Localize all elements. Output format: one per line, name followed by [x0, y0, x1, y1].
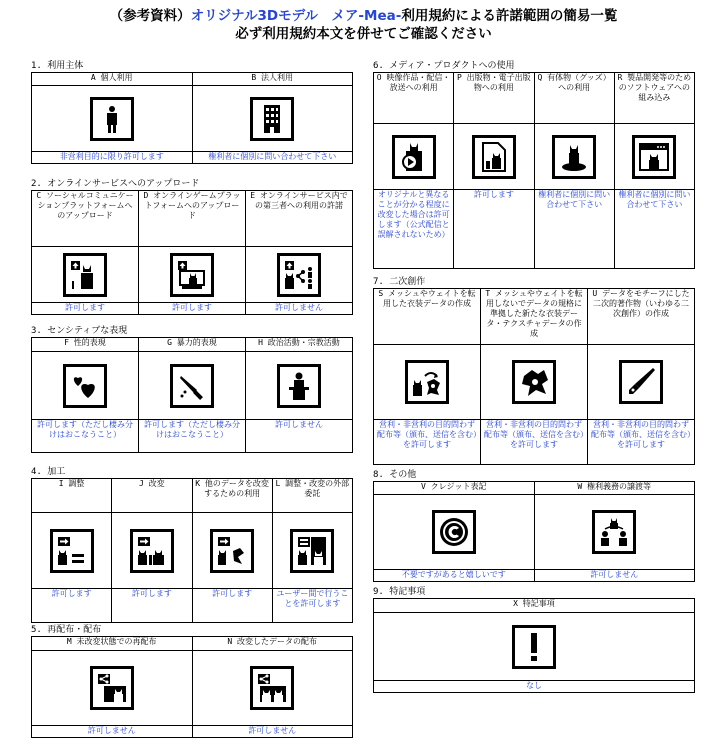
permission-value: 許可します（ただし棲み分けはおこなうこと） — [32, 419, 138, 452]
permission-header: G 暴力的表現 — [139, 338, 245, 352]
permission-cell — [454, 73, 534, 269]
section-s9 — [373, 586, 695, 693]
permission-value: 許可しません — [535, 569, 695, 581]
permission-header: C ソーシャルコミュニケーションプラットフォームへのアップロード — [32, 191, 138, 247]
podium-icon — [277, 364, 321, 408]
icon-area — [139, 247, 245, 302]
permission-table — [373, 598, 695, 693]
upload-avatar-icon — [63, 253, 107, 297]
permission-value: 許可します — [32, 588, 111, 622]
outsource-icon — [290, 529, 334, 573]
permission-cell — [246, 338, 353, 453]
icon-area — [535, 124, 614, 189]
permission-value: 許可します — [112, 588, 191, 622]
permission-table — [373, 481, 695, 582]
section-s6 — [373, 60, 695, 269]
icon-area — [193, 86, 353, 151]
permission-value: 権利者に個別に問い合わせて下さい — [193, 151, 353, 163]
permission-cell — [588, 289, 695, 465]
permission-cell — [272, 479, 352, 623]
exclamation-icon — [512, 625, 556, 669]
distribute-modified-icon — [250, 666, 294, 710]
permission-value: 許可します — [454, 189, 533, 268]
share-users-icon — [277, 253, 321, 297]
hearts-icon — [63, 364, 107, 408]
icon-area — [193, 513, 272, 588]
permission-value: 不要ですがあると嬉しいです — [374, 569, 534, 581]
software-icon — [632, 135, 676, 179]
title-prefix: （参考資料） — [109, 8, 191, 24]
permission-header: A 個人利用 — [32, 73, 192, 86]
permission-value: 許可しません — [32, 725, 192, 737]
page-subtitle: 必ず利用規約本文を併せてご確認ください — [235, 26, 492, 42]
permission-cell — [32, 338, 139, 453]
permission-cell — [374, 289, 481, 465]
title-suffix: 利用規約による許諾範囲の簡易一覧 — [401, 8, 618, 24]
permission-header: I 調整 — [32, 479, 111, 513]
icon-area — [374, 495, 534, 569]
permission-cell — [112, 479, 192, 623]
permission-cell — [534, 73, 614, 269]
section-title: 7. 二次創作 — [373, 277, 426, 287]
icon-area — [32, 86, 192, 151]
transfer-icon — [592, 510, 636, 554]
section-s8 — [373, 469, 695, 582]
permission-value: 許可します（ただし棲み分けはおこなうこと） — [139, 419, 245, 452]
section-title: 8. その他 — [373, 470, 417, 480]
permission-cell — [139, 191, 246, 315]
permission-cell — [32, 191, 139, 315]
permission-value: 許可しません — [246, 419, 352, 452]
icon-area — [535, 495, 695, 569]
permission-cell — [32, 73, 193, 164]
permission-header: X 特記事項 — [374, 599, 694, 613]
section-title: 3. センシティブな表現 — [31, 326, 128, 336]
pen-icon — [619, 360, 663, 404]
permission-value: 権利者に個別に問い合わせて下さい — [535, 189, 614, 268]
permission-header: W 権利義務の譲渡等 — [535, 482, 695, 495]
icon-area — [246, 247, 352, 302]
figure-icon — [552, 135, 596, 179]
permission-cell — [192, 73, 353, 164]
permission-table — [373, 72, 695, 269]
knife-icon — [170, 364, 214, 408]
permission-cell — [374, 482, 535, 582]
icon-area — [139, 352, 245, 419]
icon-area — [588, 345, 694, 419]
permission-value: 営利・非営利の目的問わず配布等（頒布、送信を含む）を許可します — [588, 419, 694, 464]
section-s5 — [31, 624, 353, 738]
permission-cell — [192, 479, 272, 623]
permission-cell — [374, 599, 695, 693]
permission-header: R 製品開発等のためのソフトウェアへの組み込み — [615, 73, 694, 124]
adjust-icon — [50, 529, 94, 573]
permission-value: 許可します — [193, 588, 272, 622]
permission-value: 許可しません — [193, 725, 353, 737]
permission-cell — [481, 289, 588, 465]
icon-area — [112, 513, 191, 588]
permission-header: K 他のデータを改変するための利用 — [193, 479, 272, 513]
icon-area — [454, 124, 533, 189]
permission-header: V クレジット表記 — [374, 482, 534, 495]
permission-header: U データをモチーフにした二次的著作物（いわゆる二次創作）の作成 — [588, 289, 694, 345]
icon-area — [374, 124, 453, 189]
permission-header: Q 有体物（グッズ）への利用 — [535, 73, 614, 124]
permission-value: 非営利目的に限り許可します — [32, 151, 192, 163]
upload-game-icon — [170, 253, 214, 297]
permission-header: L 調整・改変の外部委託 — [273, 479, 352, 513]
permission-cell — [534, 482, 695, 582]
permission-value: 許可します — [139, 302, 245, 314]
section-title: 9. 特記事項 — [373, 587, 426, 597]
permission-header: O 映像作品・配信・放送への利用 — [374, 73, 453, 124]
permission-value: なし — [374, 680, 694, 692]
permission-value: ユーザー間で行うことを許可します — [273, 588, 352, 622]
permission-value: 許可します — [32, 302, 138, 314]
permission-cell — [32, 479, 112, 623]
permission-header: T メッシュやウェイトを転用しないでデータの規格に準拠した新たな衣装データ・テクスチャデータの作成 — [481, 289, 587, 345]
permission-header: N 改変したデータの配布 — [193, 637, 353, 651]
permission-cell — [614, 73, 694, 269]
icon-area — [32, 651, 192, 725]
icon-area — [32, 513, 111, 588]
permission-value: 営利・非営利の目的問わず配布等（頒布、送信を含む）を許可します — [481, 419, 587, 464]
permission-header: S メッシュやウェイトを転用した衣装データの作成 — [374, 289, 480, 345]
section-title: 5. 再配布・配布 — [31, 625, 102, 635]
icon-area — [374, 613, 694, 680]
permission-value: 営利・非営利の目的問わず配布等（頒布、送信を含む）を許可します — [374, 419, 480, 464]
icon-area — [481, 345, 587, 419]
permission-header: D オンラインゲームプラットフォームへのアップロード — [139, 191, 245, 247]
section-title: 1. 利用主体 — [31, 61, 84, 71]
building-icon — [250, 97, 294, 141]
icon-area — [32, 352, 138, 419]
permission-header: J 改変 — [112, 479, 191, 513]
section-s2 — [31, 178, 353, 315]
icon-area — [246, 352, 352, 419]
permission-cell — [139, 338, 246, 453]
section-s1 — [31, 60, 353, 164]
permission-cell — [374, 73, 454, 269]
document-icon — [472, 135, 516, 179]
permission-header: P 出版物・電子出版物への利用 — [454, 73, 533, 124]
permission-table — [31, 636, 353, 738]
icon-area — [32, 247, 138, 302]
icon-area — [193, 651, 353, 725]
person-icon — [90, 97, 134, 141]
title-model-name: オリジナル3Dモデル メア-Mea- — [190, 8, 402, 24]
section-s7 — [373, 276, 695, 465]
mesh-transfer-icon — [405, 360, 449, 404]
modify-icon — [130, 529, 174, 573]
permission-table — [373, 288, 695, 465]
permission-header: B 法人利用 — [193, 73, 353, 86]
permission-value: 権利者に個別に問い合わせて下さい — [615, 189, 694, 268]
permission-header: M 未改変状態での再配布 — [32, 637, 192, 651]
permission-table — [31, 190, 353, 315]
icon-area — [374, 345, 480, 419]
video-icon — [392, 135, 436, 179]
section-title: 4. 加工 — [31, 467, 66, 477]
copyright-icon — [432, 510, 476, 554]
permission-table — [31, 72, 353, 164]
permission-cell — [246, 191, 353, 315]
permission-header: E オンラインサービス内での第三者への利用の許諾 — [246, 191, 352, 247]
permission-value: 許可しません — [246, 302, 352, 314]
icon-area — [273, 513, 352, 588]
new-outfit-icon — [512, 360, 556, 404]
permission-header: H 政治活動・宗教活動 — [246, 338, 352, 352]
reuse-icon — [210, 529, 254, 573]
section-title: 6. メディア・プロダクトへの使用 — [373, 61, 515, 71]
page-title — [0, 4, 727, 24]
icon-area — [615, 124, 694, 189]
section-s3 — [31, 325, 353, 453]
permission-cell — [192, 637, 353, 738]
permission-value: オリジナルと異なることが分かる程度に改変した場合は許可します（公式配信と誤解されないため） — [374, 189, 453, 268]
section-s4 — [31, 466, 353, 623]
permission-table — [31, 337, 353, 453]
permission-header: F 性的表現 — [32, 338, 138, 352]
section-title: 2. オンラインサービスへのアップロード — [31, 179, 200, 189]
redistribute-icon — [90, 666, 134, 710]
permission-table — [31, 478, 353, 623]
permission-cell — [32, 637, 193, 738]
